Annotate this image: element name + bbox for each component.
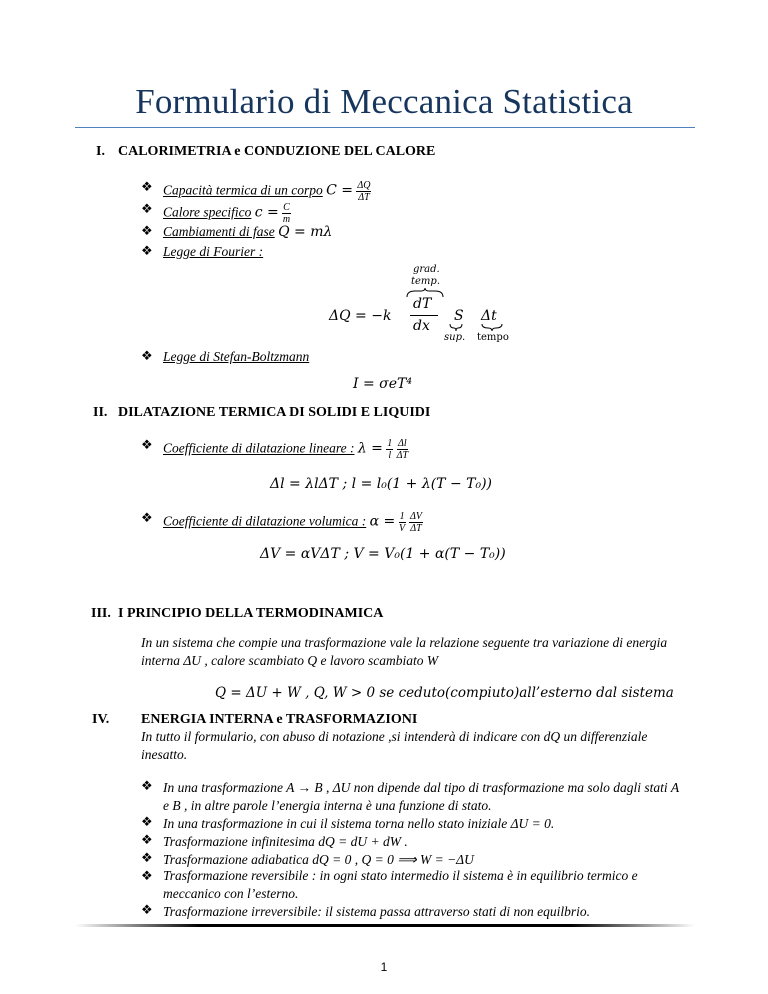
bullet-icon: ❖ — [141, 833, 153, 848]
bullet-icon: ❖ — [141, 438, 153, 453]
fraction-numerator: 1 — [387, 438, 393, 449]
bullet-icon: ❖ — [141, 869, 153, 884]
section-numeral-3: III. — [91, 606, 111, 621]
fraction — [356, 180, 371, 203]
list-item: Trasformazione irreversibile: il sistema passa attraverso stati di non equilbrio. — [163, 904, 591, 919]
page-number: 1 — [380, 960, 388, 974]
fraction-numerator: ΔV — [409, 511, 422, 522]
list-item-stefan — [163, 349, 309, 365]
section-heading-4: ENERGIA INTERNA e TRASFORMAZIONI — [141, 712, 418, 727]
volume-formula: ΔV = αVΔT ; V = V₀(1 + α(T − T₀)) — [260, 546, 506, 562]
fraction-denominator: ΔT — [396, 450, 409, 461]
list-item: In una trasformazione in cui il sistema torna nello stato iniziale ΔU = 0. — [163, 816, 555, 831]
fraction-numerator: ΔQ — [357, 180, 371, 191]
item-label: Cambiamenti di fase — [163, 224, 275, 239]
underbrace-label-S: sup. — [444, 332, 466, 343]
section-numeral-1: I. — [96, 144, 105, 159]
bullet-icon: ❖ — [141, 180, 153, 195]
bullet-icon: ❖ — [141, 202, 153, 217]
item-label: Calore specifico — [163, 204, 252, 220]
bullet-icon: ❖ — [141, 903, 153, 918]
page-title: Formulario di Meccanica Statistica — [135, 82, 633, 121]
bullet-icon: ❖ — [141, 349, 153, 364]
fraction-denominator: V — [399, 523, 406, 534]
section-numeral-4: IV. — [92, 712, 110, 727]
item-label: Legge di Stefan-Boltzmann — [163, 349, 310, 364]
footer-rule — [75, 924, 695, 927]
list-item: In una trasformazione A → B , ΔU non dipende dal tipo di trasformazione ma solo dagli stati A e B , in altre parole l’energia interna è una funzione di stato. — [163, 780, 679, 813]
underbrace-label-t: tempo — [477, 332, 509, 343]
fraction — [282, 202, 291, 225]
item-label: Legge di Fourier : — [163, 244, 264, 259]
item-label: Coefficiente di dilatazione lineare : — [163, 440, 355, 456]
overbrace-label-2: temp. — [411, 276, 440, 287]
item-formula: Q = mλ — [278, 224, 333, 240]
item-formula: α = — [369, 513, 396, 530]
fraction — [386, 438, 393, 461]
fourier-lhs: ΔQ = −k — [329, 308, 392, 324]
fourier-dT: dT — [413, 296, 432, 312]
fraction — [409, 511, 423, 534]
list-item: Trasformazione infinitesima dQ = dU + dW . — [163, 834, 408, 849]
bullet-icon: ❖ — [141, 244, 153, 259]
list-item-phase-change — [163, 224, 332, 240]
title-underline — [75, 127, 695, 128]
list-item: Trasformazione adiabatica dQ = 0 , Q = 0 ⟹ W = −ΔU — [163, 852, 474, 867]
bullet-icon: ❖ — [141, 511, 153, 526]
bullet-icon: ❖ — [141, 224, 153, 239]
list-item-volume-expansion — [163, 511, 423, 534]
fraction — [397, 438, 408, 461]
section-heading-1: CALORIMETRIA e CONDUZIONE DEL CALORE — [118, 144, 436, 159]
section-paragraph-3: In un sistema che compie una trasformazione vale la relazione seguente tra variazione di energia interna ΔU , calore scambiato Q e lavoro scambiato W — [141, 635, 668, 668]
bullet-icon: ❖ — [141, 815, 153, 830]
fourier-dx: dx — [413, 318, 430, 334]
item-formula: C = — [326, 182, 354, 199]
fraction-denominator: m — [282, 214, 291, 225]
overbrace-label-1: grad. — [413, 264, 440, 275]
fraction-denominator: ΔT — [358, 192, 370, 203]
section-heading-3: I PRINCIPIO DELLA TERMODINAMICA — [118, 606, 384, 621]
fraction-numerator: 1 — [399, 511, 405, 522]
fourier-dt: Δt — [481, 308, 497, 324]
underbrace-icon — [446, 324, 508, 332]
first-law-formula: Q = ΔU + W , Q, W > 0 se ceduto(compiuto)all’esterno dal sistema — [215, 685, 674, 701]
item-label: Coefficiente di dilatazione volumica : — [163, 513, 367, 529]
fraction-denominator: ΔT — [410, 523, 422, 534]
list-item-capacity — [163, 180, 371, 203]
fraction-bar — [410, 315, 438, 316]
section-heading-2: DILATAZIONE TERMICA DI SOLIDI E LIQUIDI — [118, 405, 431, 420]
linear-formula: Δl = λlΔT ; l = l₀(1 + λ(T − T₀)) — [270, 476, 493, 492]
fraction — [399, 511, 406, 534]
item-label: Capacità termica di un corpo — [163, 182, 323, 198]
stefan-formula: I = σeT⁴ — [353, 376, 412, 392]
section-paragraph-4: In tutto il formulario, con abuso di notazione ,si intenderà di indicare con dQ un differenziale inesatto. — [141, 729, 648, 762]
bullet-icon: ❖ — [141, 851, 153, 866]
fraction-numerator: C — [283, 202, 290, 213]
bullet-icon: ❖ — [141, 779, 153, 794]
section-numeral-2: II. — [93, 405, 108, 420]
item-formula: λ = — [357, 440, 383, 457]
fraction-denominator: l — [388, 450, 392, 461]
item-formula: c = — [254, 204, 279, 221]
list-item-linear-expansion — [163, 438, 408, 461]
list-item: Trasformazione reversibile : in ogni stato intermedio il sistema è in equilibrio termico e meccanico con l’esterno. — [163, 868, 638, 901]
fraction-numerator: Δl — [398, 438, 407, 449]
list-item-specific-heat — [163, 202, 291, 225]
fourier-S: S — [454, 308, 464, 324]
list-item-fourier — [163, 244, 263, 260]
